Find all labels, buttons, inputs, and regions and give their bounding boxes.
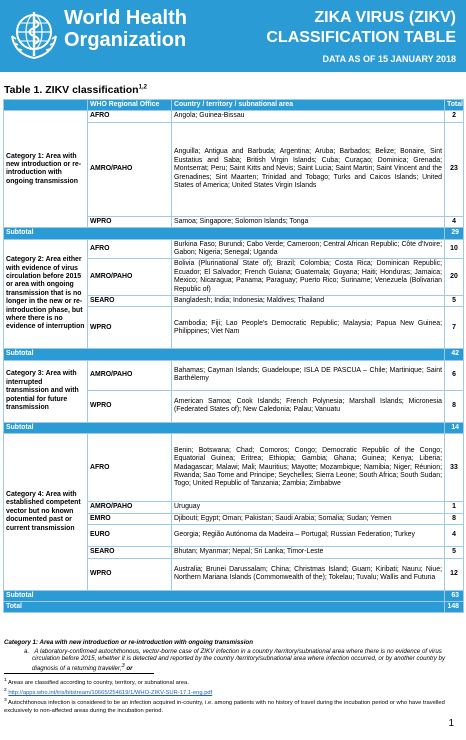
- total-cell: 20: [445, 259, 464, 296]
- footnote-number: 1: [4, 678, 7, 683]
- grand-total-row: [4, 601, 464, 612]
- table-title: [4, 84, 147, 96]
- countries-cell: Bhutan; Myanmar; Nepal; Sri Lanka; Timor-Leste: [172, 547, 445, 558]
- data-date: DATA AS OF 15 JANUARY 2018: [322, 54, 456, 64]
- total-cell: 5: [445, 547, 464, 558]
- subtotal-value: 63: [445, 590, 464, 601]
- footnote-link[interactable]: http://apps.who.int/iris/bitstream/10665/254619/1/WHO-ZIKV-SUR-17.1-eng.pdf: [8, 690, 213, 697]
- countries-cell: Samoa; Singapore; Solomon Islands; Tonga: [172, 216, 445, 227]
- footnote: [4, 697, 460, 715]
- page-number: 1: [448, 718, 454, 729]
- region-cell: AFRO: [88, 434, 172, 502]
- category-label: Category 3: Area with interrupted transmission and with potential for future transmission: [4, 360, 88, 422]
- region-cell: AFRO: [88, 111, 172, 122]
- total-cell: 10: [445, 239, 464, 259]
- subtotal-row: [4, 590, 464, 601]
- category-label: Category 2: Area either with evidence of virus circulation before 2015 or area with ongoing transmission that is no longer in the new or re-introduction phase, but where there is no evidence of interruption: [4, 239, 88, 349]
- header-region: WHO Regional Office: [88, 100, 172, 111]
- countries-cell: Georgia; Região Autónoma da Madeira – Portugal; Russian Federation; Turkey: [172, 525, 445, 547]
- countries-cell: Uruguay: [172, 502, 445, 513]
- footnote-divider: [4, 673, 154, 674]
- footnote: [4, 687, 460, 697]
- document-title-line-1: ZIKA VIRUS (ZIKV): [314, 9, 456, 26]
- note-item-a-footnote-ref: 3: [121, 662, 125, 669]
- header-banner: [0, 0, 466, 72]
- footnote-text: Autochthonous infection is considered to be an infection acquired in-country, i.e. among patients with no history of travel during the incubation period or who have travelled exclusively to non-affected areas during the incubation period.: [4, 700, 445, 714]
- total-cell: 8: [445, 513, 464, 524]
- countries-cell: Djibouti; Egypt; Oman; Pakistan; Saudi Arabia; Somalia; Sudan; Yemen: [172, 513, 445, 524]
- subtotal-row: [4, 422, 464, 433]
- total-cell: 2: [445, 111, 464, 122]
- subtotal-label: Subtotal: [4, 422, 445, 433]
- subtotal-label: Subtotal: [4, 349, 445, 360]
- countries-cell: Bahamas; Cayman Islands; Guadeloupe; ISLA DE PASCUA – Chile; Martinique; Saint Barthélemy: [172, 360, 445, 390]
- zikv-classification-table: [3, 99, 464, 613]
- region-cell: SEARO: [88, 547, 172, 558]
- region-cell: SEARO: [88, 296, 172, 307]
- grand-total-value: 148: [445, 601, 464, 612]
- region-cell: AMRO/PAHO: [88, 122, 172, 216]
- total-cell: 1: [445, 502, 464, 513]
- total-cell: 4: [445, 525, 464, 547]
- region-cell: AMRO/PAHO: [88, 259, 172, 296]
- total-cell: 23: [445, 122, 464, 216]
- who-emblem-icon: [6, 6, 62, 62]
- region-cell: WPRO: [88, 307, 172, 349]
- category-label: Category 1: Area with new introduction or re-introduction with ongoing transmission: [4, 111, 88, 228]
- countries-cell: Angola; Guinea-Bissau: [172, 111, 445, 122]
- header-countries: Country / territory / subnational area: [172, 100, 445, 111]
- total-cell: 4: [445, 216, 464, 227]
- header-total: Total: [445, 100, 464, 111]
- region-cell: WPRO: [88, 216, 172, 227]
- region-cell: WPRO: [88, 558, 172, 590]
- organization-name: World Health Organization: [64, 7, 187, 51]
- region-cell: EURO: [88, 525, 172, 547]
- footnote-text: Areas are classified according to country, territory, or subnational area.: [7, 679, 189, 686]
- table-row: [4, 111, 464, 122]
- total-cell: 8: [445, 390, 464, 422]
- subtotal-row: [4, 228, 464, 239]
- note-category-heading: Category 1: Area with new introduction or re-introduction with ongoing transmission: [4, 639, 253, 646]
- note-item-a-text: A laboratory-confirmed autochthonous, vector-borne case of ZIKV infection in a country /territory/subnational area where there is no evidence of virus circulation before 2015, whether it is detected and reported by the country /territory/subnational area where infection occurred, or by another country by diagnosis of a returning traveller;: [32, 647, 446, 672]
- subtotal-label: Subtotal: [4, 590, 445, 601]
- footnote: [4, 677, 460, 687]
- subtotal-value: 29: [445, 228, 464, 239]
- region-cell: AMRO/PAHO: [88, 502, 172, 513]
- document-title: [266, 8, 456, 48]
- category-label: Category 4: Area with established competent vector but no known documented past or current transmission: [4, 434, 88, 590]
- category-notes: [4, 639, 460, 672]
- countries-cell: American Samoa; Cook Islands; French Polynesia; Marshall Islands; Micronesia (Federated States of); New Caledonia; Palau; Vanuatu: [172, 390, 445, 422]
- countries-cell: Benin; Botswana; Chad; Comoros; Congo; Democratic Republic of the Congo; Equatorial Guinea; Eritrea; Ethiopia; Gambia; Ghana; Guinea; Kenya; Liberia; Madagascar; Malawi; Mali; Mauritius; Mayotte; Mozambique; Namibia; Niger; Réunion; Rwanda; Sao Tome and Principe; Seychelles; Sierra Leone; South Africa; South Sudan; Togo; United Republic of Tanzania; Zambia; Zimbabwe: [172, 434, 445, 502]
- total-cell: 7: [445, 307, 464, 349]
- region-cell: EMRO: [88, 513, 172, 524]
- table-row: [4, 360, 464, 390]
- footnote-number: 2: [4, 688, 7, 694]
- header-category: [4, 100, 88, 111]
- subtotal-label: Subtotal: [4, 228, 445, 239]
- grand-total-label: Total: [4, 601, 445, 612]
- countries-cell: Cambodia; Fiji; Lao People's Democratic Republic; Malaysia; Papua New Guinea; Philippines; Viet Nam: [172, 307, 445, 349]
- footnotes: [4, 677, 460, 715]
- total-cell: 33: [445, 434, 464, 502]
- table-row: [4, 434, 464, 502]
- table-header-row: [4, 100, 464, 111]
- region-cell: AFRO: [88, 239, 172, 259]
- table-row: [4, 239, 464, 259]
- countries-cell: Burkina Faso; Burundi; Cabo Verde; Cameroon; Central African Republic; Côte d'Ivoire; Gabon; Nigeria; Senegal; Uganda: [172, 239, 445, 259]
- note-item-a-or: or: [126, 664, 133, 672]
- subtotal-row: [4, 349, 464, 360]
- total-cell: 5: [445, 296, 464, 307]
- footnote-number: 3: [4, 698, 7, 704]
- countries-cell: Australia; Brunei Darussalam; China; Christmas Island; Guam; Kiribati; Nauru; Niue; Northern Mariana Islands (Commonwealth of the); Tokelau; Tuvalu; Wallis and Futuna: [172, 558, 445, 590]
- table-title-footnote-ref: 1,2: [138, 84, 147, 91]
- subtotal-value: 14: [445, 422, 464, 433]
- table-title-text: Table 1. ZIKV classification: [4, 84, 139, 96]
- note-item-a: [4, 648, 460, 673]
- countries-cell: Bangladesh; India; Indonesia; Maldives; Thailand: [172, 296, 445, 307]
- countries-cell: Bolivia (Plurinational State of); Brazil; Colombia; Costa Rica; Dominican Republic; Ecuador; El Salvador; French Guiana; Guatemala; Guyana; Haiti; Honduras; Jamaica; Mexico; Nicaragua; Panama; Paraguay; Puerto Rico; Suriname; Venezuela (Bolivarian Republic of): [172, 259, 445, 296]
- note-item-a-label: a.: [24, 647, 30, 655]
- region-cell: AMRO/PAHO: [88, 360, 172, 390]
- total-cell: 6: [445, 360, 464, 390]
- subtotal-value: 42: [445, 349, 464, 360]
- region-cell: WPRO: [88, 390, 172, 422]
- document-title-line-2: CLASSIFICATION TABLE: [266, 29, 456, 46]
- countries-cell: Anguilla; Antigua and Barbuda; Argentina; Aruba; Barbados; Belize; Bonaire, Sint Eustatius and Saba; British Virgin Islands; Cuba; Curaçao; Dominica; Grenada; Montserrat; Peru; Saint Kitts and Nevis; Saint Lucia; Saint Martin; Saint Vincent and the Grenadines; Sint Maarten; Trinidad and Tobago; Turks and Caicos Islands; United States of America; United States Virgin Islands: [172, 122, 445, 216]
- total-cell: 12: [445, 558, 464, 590]
